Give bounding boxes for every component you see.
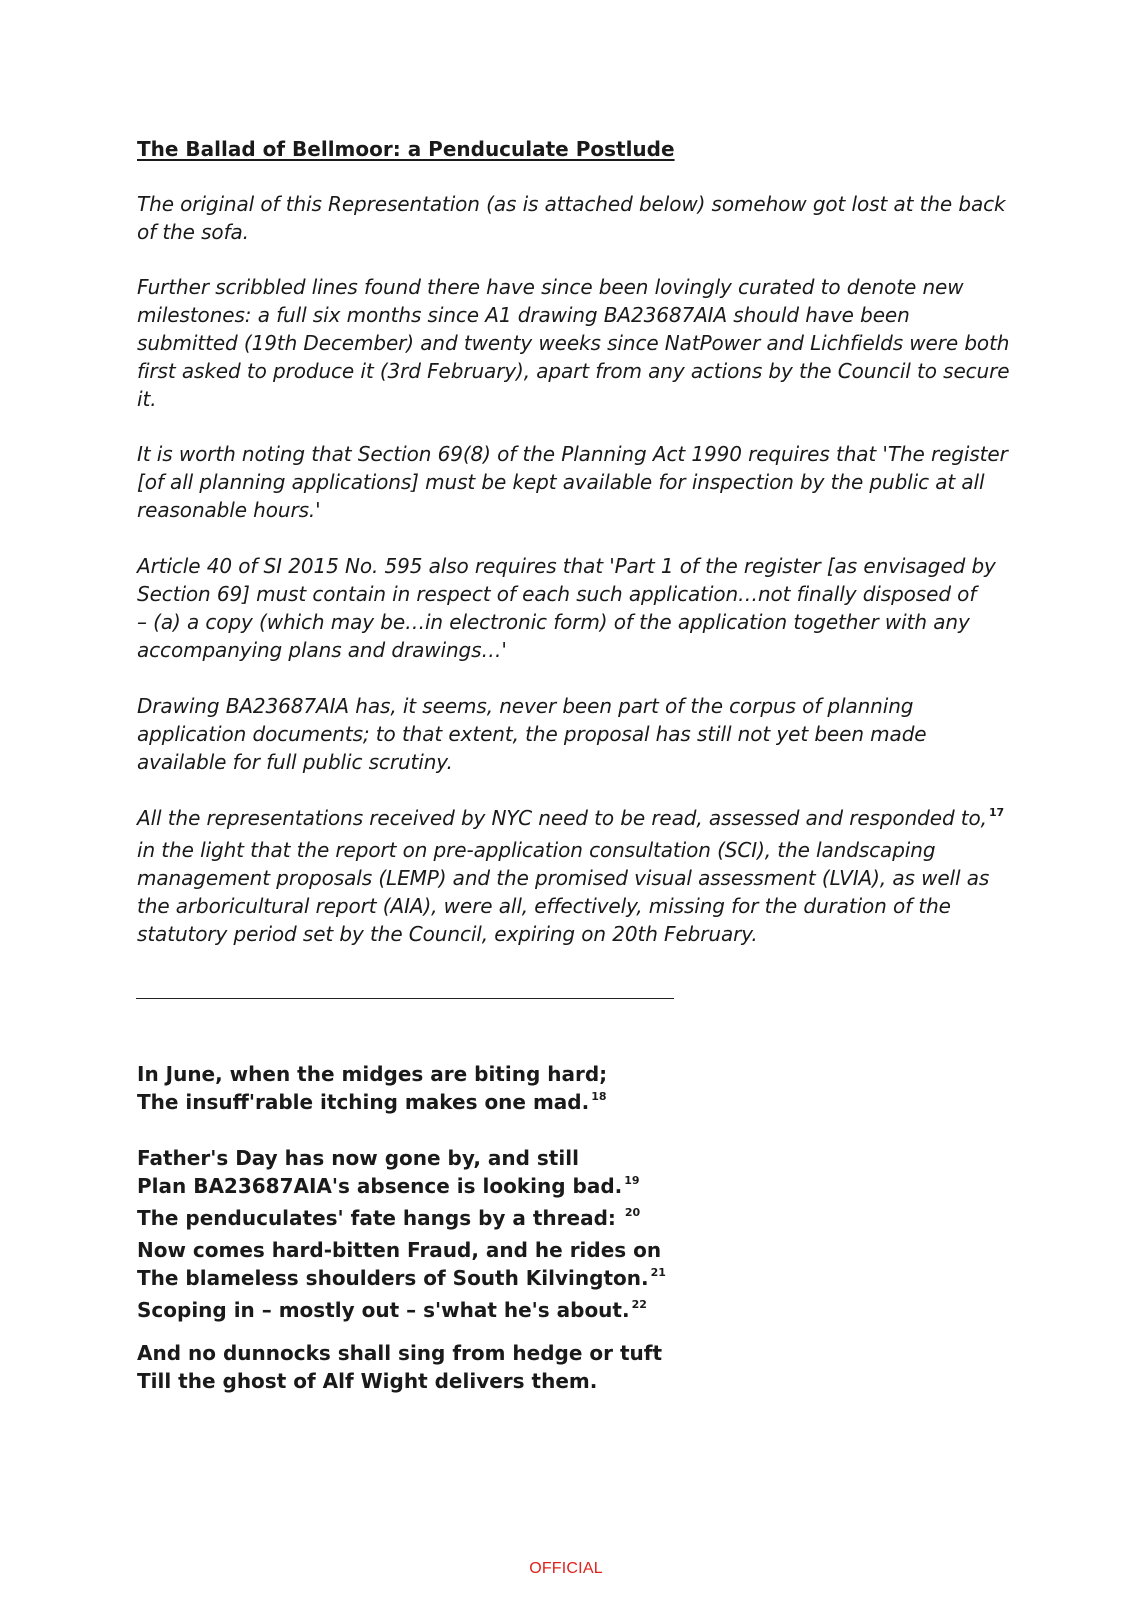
paragraph-line: It is worth noting that Section 69(8) of the Planning Act 1990 requires that 'The register <box>137 442 1008 466</box>
paragraph-line: Article 40 of SI 2015 No. 595 also requires that 'Part 1 of the register [as envisaged by <box>137 554 996 578</box>
verse-line: The blameless shoulders of South Kilvington. $^{21}$ <box>137 1266 666 1290</box>
paragraph-line: Further scribbled lines found there have since been lovingly curated to denote new <box>137 275 964 299</box>
paragraph-line: the arboricultural report (AIA), were all, effectively, missing for the duration of the <box>137 894 951 918</box>
paragraph-line: submitted (19th December) and twenty weeks since NatPower and Lichfields were both <box>137 331 1010 355</box>
paragraph-line: – (a) a copy (which may be…in electronic form) of the application together with any <box>137 610 970 634</box>
verse-line: Now comes hard-bitten Fraud, and he rides on <box>137 1238 662 1262</box>
paragraph-4 <box>137 552 1007 664</box>
paragraph-line: [of all planning applications] must be kept available for inspection by the public at all <box>137 470 985 494</box>
paragraph-line: statutory period set by the Council, expiring on 20th February. <box>137 922 758 946</box>
verse-line: Father's Day has now gone by, and still <box>137 1146 579 1170</box>
paragraph-5 <box>137 692 1007 776</box>
paragraph-line: accompanying plans and drawings…' <box>137 638 507 662</box>
footnote-ref[interactable]: 21 <box>650 1266 666 1279</box>
paragraph-line: Drawing BA23687AIA has, it seems, never been part of the corpus of planning <box>137 694 914 718</box>
classification-footer: OFFICIAL <box>529 1560 603 1577</box>
verse-line: The insuff'rable itching makes one mad. $^{18}$ <box>137 1090 607 1114</box>
paragraph-line: milestones: a full six months since A1 drawing BA23687AIA should have been <box>137 303 910 327</box>
verse-stanza-3 <box>137 1339 662 1395</box>
verse-stanza-2 <box>137 1144 666 1328</box>
paragraph-line: The original of this Representation (as is attached below) somehow got lost at the back <box>137 192 1006 216</box>
verse-line: Plan BA23687AIA's absence is looking bad. $^{19}$ <box>137 1174 640 1198</box>
paragraph-line <box>137 804 1007 836</box>
paragraph-6 <box>137 804 1007 948</box>
verse-line: Scoping in – mostly out – s'what he's about. $^{22}$ <box>137 1298 647 1322</box>
verse-stanza-1 <box>137 1060 607 1120</box>
footnote-ref[interactable]: 20 <box>624 1206 641 1219</box>
verse-line: Till the ghost of Alf Wight delivers them. <box>137 1369 598 1393</box>
paragraph-line: Section 69] must contain in respect of each such application…not finally disposed of <box>137 582 977 606</box>
footnote-ref[interactable]: 17 <box>988 806 1005 819</box>
paragraph-line: management proposals (LEMP) and the promised visual assessment (LVIA), as well as <box>137 866 990 890</box>
paragraph-line: reasonable hours.' <box>137 498 321 522</box>
paragraph-1 <box>137 190 1007 246</box>
footnote-ref[interactable]: 22 <box>631 1298 647 1311</box>
paragraph-line: it. <box>137 387 157 411</box>
footnote-ref[interactable]: 18 <box>591 1090 607 1103</box>
paragraph-line: available for full public scrutiny. <box>137 750 453 774</box>
paragraph-line: of the sofa. <box>137 220 249 244</box>
document-title: The Ballad of Bellmoor: a Penduculate Postlude <box>137 137 675 161</box>
paragraph-line-text: All the representations received by NYC need to be read, assessed and responded to, <box>137 806 987 830</box>
paragraph-line: first asked to produce it (3rd February), apart from any actions by the Council to secure <box>137 359 1010 383</box>
footnote-ref[interactable]: 19 <box>624 1174 640 1187</box>
verse-line: And no dunnocks shall sing from hedge or tuft <box>137 1341 663 1365</box>
verse-line: The penduculates' fate hangs by a thread: $^{20}$ <box>137 1206 641 1230</box>
verse-line: In June, when the midges are biting hard; <box>137 1062 608 1086</box>
paragraph-2 <box>137 273 1010 413</box>
paragraph-line: application documents; to that extent, the proposal has still not yet been made <box>137 722 927 746</box>
paragraph-3 <box>137 440 1007 524</box>
paragraph-line: in the light that the report on pre-application consultation (SCI), the landscaping <box>137 838 936 862</box>
separator-rule <box>136 998 674 999</box>
